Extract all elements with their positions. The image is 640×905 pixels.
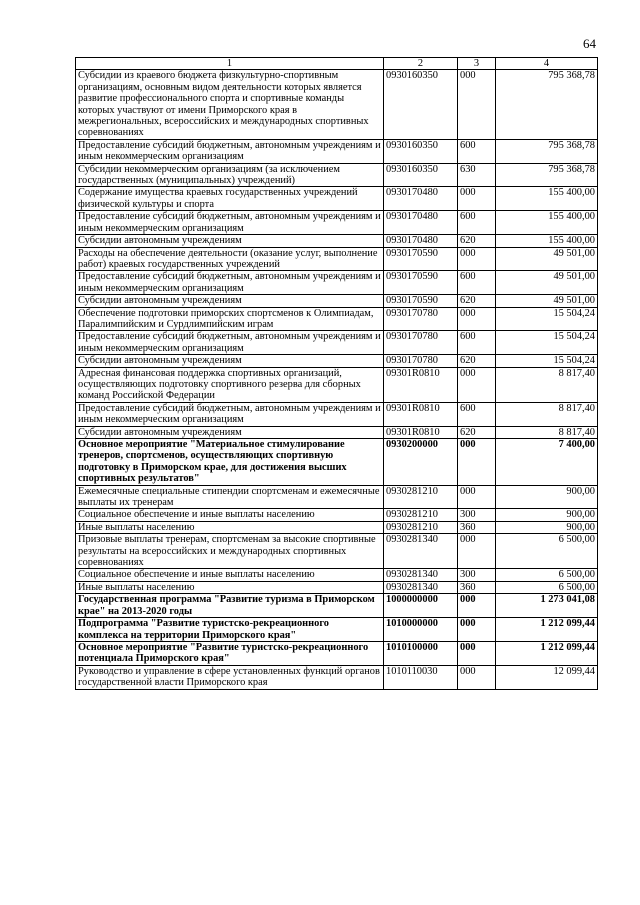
cell-expense-type: 000 — [458, 187, 496, 211]
cell-name: Предоставление субсидий бюджетным, автономным учреждениям и иным некоммерческим организациям — [76, 139, 384, 163]
cell-name: Субсидии автономным учреждениям — [76, 295, 384, 307]
table-row — [76, 594, 598, 618]
budget-table — [75, 57, 598, 690]
cell-name: Руководство и управление в сфере установленных функций органов государственной власти Приморского края — [76, 665, 384, 689]
table-row — [76, 485, 598, 509]
cell-code: 1010000000 — [384, 618, 458, 642]
table-row — [76, 271, 598, 295]
cell-expense-type: 360 — [458, 521, 496, 533]
table-header-row — [76, 58, 598, 70]
cell-code: 09301R0810 — [384, 402, 458, 426]
table-row — [76, 569, 598, 581]
cell-expense-type: 600 — [458, 139, 496, 163]
cell-code: 0930170480 — [384, 187, 458, 211]
cell-code: 0930281340 — [384, 569, 458, 581]
cell-expense-type: 000 — [458, 485, 496, 509]
table-row — [76, 247, 598, 271]
cell-name: Субсидии автономным учреждениям — [76, 235, 384, 247]
cell-name: Содержание имущества краевых государственных учреждений физической культуры и спорта — [76, 187, 384, 211]
cell-sum: 1 273 041,08 — [496, 594, 598, 618]
cell-code: 0930170480 — [384, 235, 458, 247]
cell-sum: 1 212 099,44 — [496, 641, 598, 665]
table-row — [76, 355, 598, 367]
cell-code: 0930170590 — [384, 271, 458, 295]
cell-sum: 8 817,40 — [496, 426, 598, 438]
cell-expense-type: 000 — [458, 70, 496, 139]
cell-sum: 8 817,40 — [496, 367, 598, 402]
cell-sum: 49 501,00 — [496, 271, 598, 295]
cell-name: Иные выплаты населению — [76, 581, 384, 593]
cell-name: Подпрограмма "Развитие туристско-рекреационного комплекса на территории Приморского края" — [76, 618, 384, 642]
cell-expense-type: 000 — [458, 247, 496, 271]
cell-name: Социальное обеспечение и иные выплаты населению — [76, 569, 384, 581]
cell-sum: 900,00 — [496, 509, 598, 521]
cell-expense-type: 000 — [458, 367, 496, 402]
cell-code: 0930170480 — [384, 211, 458, 235]
cell-expense-type: 300 — [458, 569, 496, 581]
cell-name: Призовые выплаты тренерам, спортсменам за высокие спортивные результаты на всероссийских и международных спортивных соревнованиях — [76, 534, 384, 569]
table-row — [76, 70, 598, 139]
cell-sum: 795 368,78 — [496, 163, 598, 187]
table-row — [76, 521, 598, 533]
cell-code: 0930160350 — [384, 70, 458, 139]
cell-code: 0930281340 — [384, 534, 458, 569]
table-row — [76, 581, 598, 593]
cell-name: Предоставление субсидий бюджетным, автономным учреждениям и иным некоммерческим организациям — [76, 331, 384, 355]
cell-name: Обеспечение подготовки приморских спортсменов к Олимпиадам, Паралимпийским и Сурдлимпийским играм — [76, 307, 384, 331]
cell-name: Предоставление субсидий бюджетным, автономным учреждениям и иным некоммерческим организациям — [76, 211, 384, 235]
cell-code: 1010110030 — [384, 665, 458, 689]
table-row — [76, 163, 598, 187]
table-row — [76, 665, 598, 689]
cell-code: 0930170780 — [384, 307, 458, 331]
cell-code: 0930160350 — [384, 139, 458, 163]
cell-expense-type: 620 — [458, 355, 496, 367]
table-row — [76, 139, 598, 163]
cell-expense-type: 620 — [458, 235, 496, 247]
cell-sum: 1 212 099,44 — [496, 618, 598, 642]
cell-code: 0930281340 — [384, 581, 458, 593]
cell-expense-type: 600 — [458, 271, 496, 295]
table-row — [76, 509, 598, 521]
cell-expense-type: 600 — [458, 331, 496, 355]
budget-table-body — [76, 58, 598, 690]
cell-name: Основное мероприятие "Материальное стимулирование тренеров, спортсменов, осуществляющих спортивную подготовку в Приморском крае, для достижения высших спортивных результатов" — [76, 439, 384, 486]
cell-expense-type: 620 — [458, 295, 496, 307]
cell-name: Иные выплаты населению — [76, 521, 384, 533]
cell-sum: 795 368,78 — [496, 70, 598, 139]
table-row — [76, 534, 598, 569]
cell-expense-type: 300 — [458, 509, 496, 521]
cell-expense-type: 000 — [458, 439, 496, 486]
table-row — [76, 331, 598, 355]
cell-sum: 6 500,00 — [496, 534, 598, 569]
cell-sum: 795 368,78 — [496, 139, 598, 163]
cell-code: 0930170780 — [384, 331, 458, 355]
cell-expense-type: 600 — [458, 402, 496, 426]
cell-sum: 15 504,24 — [496, 355, 598, 367]
cell-name: Предоставление субсидий бюджетным, автономным учреждениям и иным некоммерческим организациям — [76, 402, 384, 426]
cell-name: Социальное обеспечение и иные выплаты населению — [76, 509, 384, 521]
cell-name: Расходы на обеспечение деятельности (оказание услуг, выполнение работ) краевых государственных учреждений — [76, 247, 384, 271]
cell-sum: 49 501,00 — [496, 247, 598, 271]
table-row — [76, 402, 598, 426]
cell-sum: 900,00 — [496, 485, 598, 509]
table-row — [76, 439, 598, 486]
cell-sum: 12 099,44 — [496, 665, 598, 689]
cell-expense-type: 360 — [458, 581, 496, 593]
cell-code: 09301R0810 — [384, 367, 458, 402]
cell-sum: 8 817,40 — [496, 402, 598, 426]
table-row — [76, 426, 598, 438]
header-cell-name: 1 — [76, 58, 384, 70]
cell-name: Предоставление субсидий бюджетным, автономным учреждениям и иным некоммерческим организациям — [76, 271, 384, 295]
cell-name: Субсидии автономным учреждениям — [76, 355, 384, 367]
cell-expense-type: 620 — [458, 426, 496, 438]
cell-name: Адресная финансовая поддержка спортивных организаций, осуществляющих подготовку спортивного резерва для сборных команд Российской Федерации — [76, 367, 384, 402]
cell-sum: 155 400,00 — [496, 187, 598, 211]
cell-expense-type: 600 — [458, 211, 496, 235]
header-cell-sum: 4 — [496, 58, 598, 70]
cell-name: Субсидии некоммерческим организациям (за исключением государственных (муниципальных) учреждений) — [76, 163, 384, 187]
cell-code: 0930281210 — [384, 509, 458, 521]
cell-expense-type: 000 — [458, 594, 496, 618]
cell-code: 0930160350 — [384, 163, 458, 187]
cell-code: 0930170590 — [384, 295, 458, 307]
cell-sum: 49 501,00 — [496, 295, 598, 307]
cell-name: Ежемесячные специальные стипендии спортсменам и ежемесячные выплаты их тренерам — [76, 485, 384, 509]
header-cell-type: 3 — [458, 58, 496, 70]
cell-sum: 15 504,24 — [496, 331, 598, 355]
cell-code: 0930170590 — [384, 247, 458, 271]
cell-code: 0930170780 — [384, 355, 458, 367]
cell-name: Основное мероприятие "Развитие туристско-рекреационного потенциала Приморского края" — [76, 641, 384, 665]
table-row — [76, 235, 598, 247]
cell-code: 0930200000 — [384, 439, 458, 486]
cell-code: 0930281210 — [384, 521, 458, 533]
cell-sum: 15 504,24 — [496, 307, 598, 331]
table-row — [76, 307, 598, 331]
table-row — [76, 367, 598, 402]
cell-code: 0930281210 — [384, 485, 458, 509]
table-row — [76, 618, 598, 642]
cell-expense-type: 000 — [458, 618, 496, 642]
cell-code: 1000000000 — [384, 594, 458, 618]
cell-name: Государственная программа "Развитие туризма в Приморском крае" на 2013-2020 годы — [76, 594, 384, 618]
table-row — [76, 211, 598, 235]
cell-expense-type: 000 — [458, 641, 496, 665]
cell-expense-type: 000 — [458, 307, 496, 331]
cell-expense-type: 000 — [458, 534, 496, 569]
table-row — [76, 187, 598, 211]
cell-name: Субсидии автономным учреждениям — [76, 426, 384, 438]
cell-sum: 7 400,00 — [496, 439, 598, 486]
header-cell-code: 2 — [384, 58, 458, 70]
cell-sum: 900,00 — [496, 521, 598, 533]
cell-code: 1010100000 — [384, 641, 458, 665]
cell-sum: 155 400,00 — [496, 235, 598, 247]
page-number: 64 — [583, 36, 596, 51]
cell-expense-type: 630 — [458, 163, 496, 187]
cell-sum: 6 500,00 — [496, 581, 598, 593]
cell-sum: 6 500,00 — [496, 569, 598, 581]
cell-code: 09301R0810 — [384, 426, 458, 438]
cell-sum: 155 400,00 — [496, 211, 598, 235]
table-row — [76, 295, 598, 307]
cell-name: Субсидии из краевого бюджета физкультурно-спортивным организациям, основным видом деятельности которых является развитие профессионального спорта и спортивные команды которых участвуют от имени Приморского края в межрегиональных, всероссийских и международных спортивных соревнованиях — [76, 70, 384, 139]
table-row — [76, 641, 598, 665]
cell-expense-type: 000 — [458, 665, 496, 689]
